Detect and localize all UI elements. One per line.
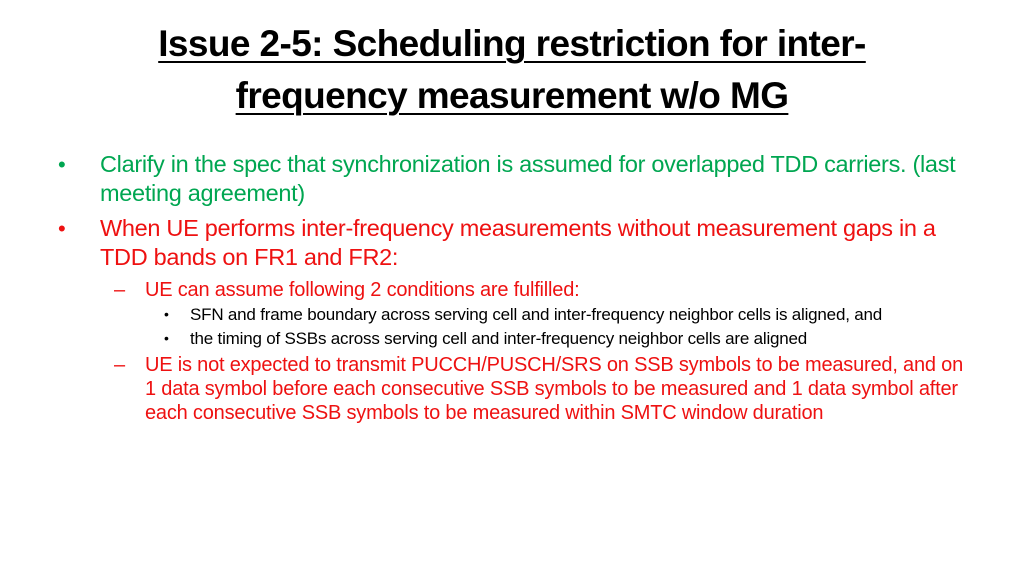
bullet-2-1-2-marker: • [164, 330, 169, 346]
bullet-2-1 [56, 278, 976, 302]
bullet-2 [56, 214, 976, 272]
slide-body-list [56, 150, 976, 428]
bullet-2-marker: • [58, 216, 66, 241]
bullet-2-1-2 [56, 329, 976, 348]
slide-title-line-2: frequency measurement w/o MG [235, 75, 789, 116]
slide-title [60, 18, 964, 122]
bullet-2-2 [56, 353, 976, 425]
bullet-2-1-marker: – [114, 279, 125, 301]
bullet-2-1-text: UE can assume following 2 conditions are fulfilled: [145, 279, 580, 301]
bullet-1 [56, 150, 976, 208]
bullet-2-text: When UE performs inter-frequency measurements without measurement gaps in a TDD bands on FR1 and FR2: [100, 215, 936, 270]
slide-title-line-1: Issue 2-5: Scheduling restriction for inter- [158, 23, 866, 64]
bullet-1-marker: • [58, 152, 66, 177]
bullet-2-1-1 [56, 305, 976, 324]
bullet-1-text: Clarify in the spec that synchronization is assumed for overlapped TDD carriers. (last meeting agreement) [100, 151, 956, 206]
bullet-2-1-1-text: SFN and frame boundary across serving cell and inter-frequency neighbor cells is aligned, and [190, 305, 883, 324]
bullet-2-2-text: UE is not expected to transmit PUCCH/PUSCH/SRS on SSB symbols to be measured, and on 1 data symbol before each consecutive SSB symbols to be measured and 1 data symbol after each consecutive SSB symbols to be measured within SMTC window duration [145, 354, 964, 424]
bullet-2-2-marker: – [114, 354, 125, 376]
bullet-2-1-1-marker: • [164, 306, 169, 322]
bullet-2-1-2-text: the timing of SSBs across serving cell and inter-frequency neighbor cells are aligned [190, 329, 808, 348]
